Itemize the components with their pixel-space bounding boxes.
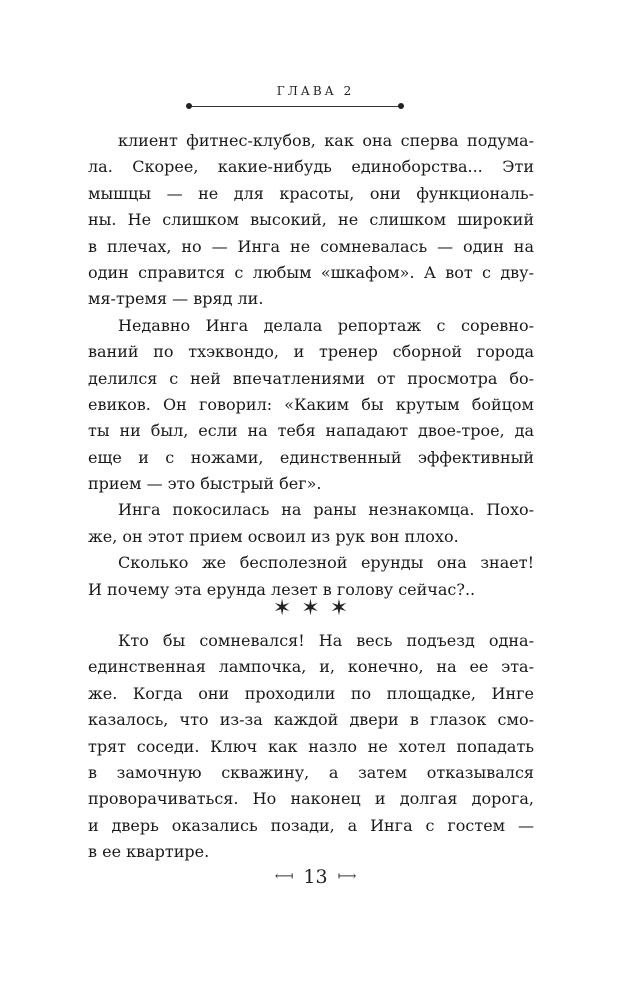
paragraph [88,313,534,498]
left-ornament-icon: ⟻ [274,869,294,884]
page-footer [0,866,631,888]
chapter-title: ГЛАВА 2 [276,84,355,98]
header-rule-right-dot [398,103,404,109]
text-line: еще и с ножами, единственный эффективный [88,447,534,467]
text-line: проворачиваться. Но наконец и долгая дорога, [88,789,534,809]
text-line: же. Когда они проходили по площадке, Инге [88,683,534,703]
text-line: же, он этот прием освоил из рук вон плохо. [88,526,459,546]
section-break: ✶✶✶ [272,596,359,621]
text-line: мя-тремя — вряд ли. [88,289,264,309]
text-line: ла. Скорее, какие-нибудь единоборства... Эти [88,157,534,177]
text-line: Кто бы сомневался! На весь подъезд одна- [118,631,534,650]
text-line: Сколько же бесполезной ерунды она знает! [118,553,534,573]
body-text-part2 [88,628,534,866]
paragraph [88,628,534,866]
text-line: Инга покосилась на раны незнакомца. Похо- [118,500,534,520]
text-line: евиков. Он говорил: «Каким бы крутым бойцом [88,394,534,414]
text-line: И почему эта ерунда лезет в голову сейчас?.. [88,579,476,599]
paragraph [88,497,534,550]
text-line: ны. Не слишком высокий, не слишком широкий [88,210,534,230]
page-number: 13 [303,866,328,888]
text-line: прием — это быстрый бег». [88,474,322,494]
text-line: ты ни был, если на тебя нападают двое-трое, да [88,421,534,441]
header-rule-left-dot [186,103,192,109]
text-line: единственная лампочка, и, конечно, на ее эта- [88,657,534,677]
paragraph [88,128,534,313]
right-ornament-icon: ⟼ [337,869,357,884]
body-text-part1 [88,128,534,603]
text-line: делился с ней впечатлениями от просмотра бо- [88,368,534,388]
header-rule [189,106,401,107]
text-line: и дверь оказались позади, а Инга с гостем — [88,815,534,835]
text-line: трят соседи. Ключ как назло не хотел попадать [88,736,534,756]
text-line: в замочную скважину, а затем отказывался [88,762,534,782]
text-line: клиент фитнес-клубов, как она сперва подума- [118,131,534,150]
text-line: один справится с любым «шкафом». А вот с дву- [88,262,534,282]
text-line: казалось, что из-за каждой двери в глазок смо- [88,710,534,730]
running-header [0,80,631,99]
text-line: мышцы — не для красоты, они функциональ- [88,183,534,203]
text-line: ваний по тхэквондо, и тренер сборной города [88,342,534,362]
text-line: Недавно Инга делала репортаж с соревно- [118,315,534,335]
text-line: в ее квартире. [88,842,210,862]
text-line: в плечах, но — Инга не сомневалась — один на [88,236,534,256]
